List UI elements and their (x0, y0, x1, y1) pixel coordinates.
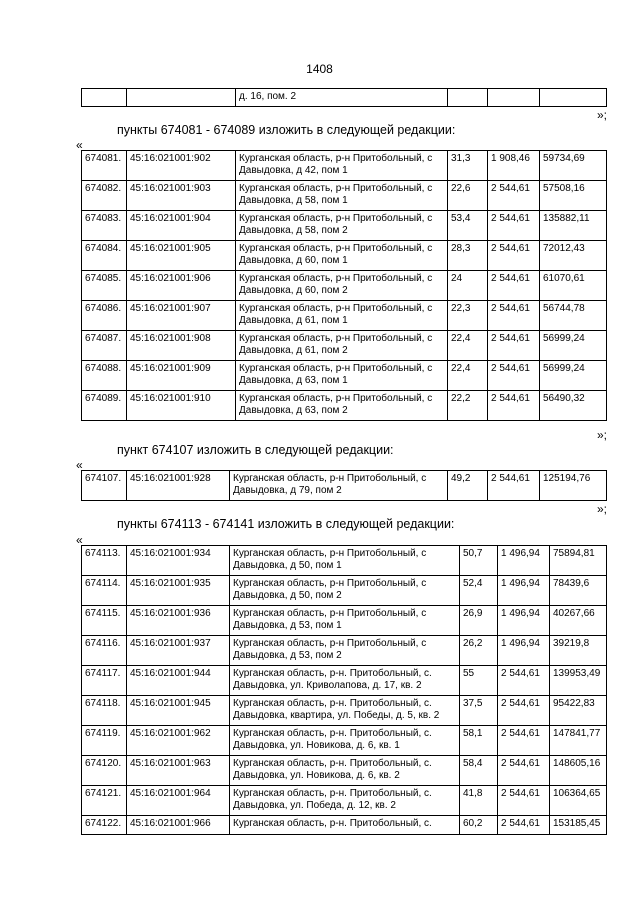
cadastral-number-cell: 45:16:021001:945 (127, 696, 230, 726)
row-number-cell: 674086. (82, 301, 127, 331)
cadastral-number-cell: 45:16:021001:910 (127, 391, 236, 421)
value-cell: 75894,81 (550, 546, 607, 576)
rate-cell: 2 544,61 (488, 271, 540, 301)
closing-mark: »; (596, 502, 607, 516)
table-row (82, 636, 607, 666)
table-row (82, 89, 607, 107)
section2-heading: пункт 674107 изложить в следующей редакции: (117, 443, 394, 457)
rate-cell: 2 544,61 (488, 181, 540, 211)
cadastral-number-cell: 45:16:021001:937 (127, 636, 230, 666)
table-row (82, 241, 607, 271)
address-cell: Курганская область, р-н Притобольный, с Давыдовка, д 61, пом 2 (236, 331, 448, 361)
table-row (82, 576, 607, 606)
address-cell: Курганская область, р-н Притобольный, с Давыдовка, д 79, пом 2 (230, 471, 448, 501)
row-number-cell: 674120. (82, 756, 127, 786)
cadastral-number-cell: 45:16:021001:944 (127, 666, 230, 696)
table-row (82, 301, 607, 331)
opening-quote: « (76, 458, 83, 472)
row-number-cell: 674087. (82, 331, 127, 361)
value-cell: 59734,69 (540, 151, 607, 181)
row-number-cell: 674081. (82, 151, 127, 181)
value-cell: 56490,32 (540, 391, 607, 421)
address-cell: Курганская область, р-н. Притобольный, с. Давыдовка, ул. Новикова, д. 6, кв. 1 (230, 726, 460, 756)
rate-cell: 2 544,61 (498, 756, 550, 786)
row-number-cell: 674114. (82, 576, 127, 606)
value-cell: 153185,45 (550, 816, 607, 835)
rate-cell: 2 544,61 (488, 211, 540, 241)
table-row (82, 361, 607, 391)
table-row (82, 726, 607, 756)
section2-table (81, 470, 607, 501)
table-row (82, 471, 607, 501)
value-cell: 61070,61 (540, 271, 607, 301)
rate-cell: 1 908,46 (488, 151, 540, 181)
address-cell: Курганская область, р-н Притобольный, с Давыдовка, д 63, пом 1 (236, 361, 448, 391)
area-cell: 58,1 (460, 726, 498, 756)
table-row (82, 666, 607, 696)
area-cell: 41,8 (460, 786, 498, 816)
address-cell: Курганская область, р-н Притобольный, с Давыдовка, д 58, пом 1 (236, 181, 448, 211)
page-number: 1408 (306, 62, 333, 76)
address-cell: Курганская область, р-н. Притобольный, с. Давыдовка, ул. Победа, д. 12, кв. 2 (230, 786, 460, 816)
address-cell: Курганская область, р-н Притобольный, с Давыдовка, д 61, пом 1 (236, 301, 448, 331)
area-cell: 26,2 (460, 636, 498, 666)
value-cell: 40267,66 (550, 606, 607, 636)
row-number-cell: 674113. (82, 546, 127, 576)
address-cell: Курганская область, р-н. Притобольный, с. Давыдовка, ул. Новикова, д. 6, кв. 2 (230, 756, 460, 786)
row-number-cell: 674089. (82, 391, 127, 421)
table-row (82, 606, 607, 636)
area-cell: 52,4 (460, 576, 498, 606)
table-row (82, 546, 607, 576)
row-number-cell: 674083. (82, 211, 127, 241)
area-cell: 24 (448, 271, 488, 301)
address-cell: Курганская область, р-н Притобольный, с Давыдовка, д 42, пом 1 (236, 151, 448, 181)
rate-cell: 1 496,94 (498, 636, 550, 666)
value-cell: 135882,11 (540, 211, 607, 241)
value-cell: 39219,8 (550, 636, 607, 666)
cadastral-number-cell: 45:16:021001:907 (127, 301, 236, 331)
area-cell: 50,7 (460, 546, 498, 576)
cadastral-number-cell: 45:16:021001:963 (127, 756, 230, 786)
area-cell: 22,4 (448, 331, 488, 361)
address-cell: Курганская область, р-н Притобольный, с Давыдовка, д 60, пом 2 (236, 271, 448, 301)
cadastral-number-cell: 45:16:021001:936 (127, 606, 230, 636)
address-cell: Курганская область, р-н Притобольный, с Давыдовка, д 60, пом 1 (236, 241, 448, 271)
row-number-cell: 674115. (82, 606, 127, 636)
rate-cell: 2 544,61 (488, 391, 540, 421)
cadastral-number-cell: 45:16:021001:966 (127, 816, 230, 835)
row-number-cell: 674118. (82, 696, 127, 726)
value-cell: 139953,49 (550, 666, 607, 696)
value-cell: 148605,16 (550, 756, 607, 786)
address-cell: Курганская область, р-н. Притобольный, с. (230, 816, 460, 835)
cadastral-number-cell: 45:16:021001:906 (127, 271, 236, 301)
row-number-cell: 674084. (82, 241, 127, 271)
address-cell: Курганская область, р-н Притобольный, с Давыдовка, д 63, пом 2 (236, 391, 448, 421)
area-cell: 60,2 (460, 816, 498, 835)
area-cell: 37,5 (460, 696, 498, 726)
address-cell: Курганская область, р-н Притобольный, с Давыдовка, д 50, пом 2 (230, 576, 460, 606)
row-number-cell: 674085. (82, 271, 127, 301)
table-row (82, 211, 607, 241)
value-cell: 56999,24 (540, 361, 607, 391)
row-number-cell: 674116. (82, 636, 127, 666)
cadastral-number-cell: 45:16:021001:964 (127, 786, 230, 816)
rate-cell: 2 544,61 (498, 726, 550, 756)
area-cell: 31,3 (448, 151, 488, 181)
row-number-cell: 674119. (82, 726, 127, 756)
rate-cell: 2 544,61 (488, 471, 540, 501)
opening-quote: « (76, 533, 83, 547)
row-number-cell: 674117. (82, 666, 127, 696)
cadastral-number-cell: 45:16:021001:909 (127, 361, 236, 391)
area-cell: 22,4 (448, 361, 488, 391)
rate-cell: 2 544,61 (488, 331, 540, 361)
cadastral-number-cell: 45:16:021001:935 (127, 576, 230, 606)
section3-heading: пункты 674113 - 674141 изложить в следующей редакции: (117, 517, 455, 531)
table-row (82, 271, 607, 301)
value-cell: 72012,43 (540, 241, 607, 271)
row-number-cell: 674082. (82, 181, 127, 211)
table-row (82, 786, 607, 816)
section3-table (81, 545, 607, 835)
section1-heading: пункты 674081 - 674089 изложить в следующей редакции: (117, 123, 456, 137)
rate-cell: 2 544,61 (488, 301, 540, 331)
cadastral-number-cell: 45:16:021001:928 (127, 471, 230, 501)
area-cell: 26,9 (460, 606, 498, 636)
value-cell: 57508,16 (540, 181, 607, 211)
value-cell: 147841,77 (550, 726, 607, 756)
rate-cell: 1 496,94 (498, 606, 550, 636)
rate-cell: 2 544,61 (498, 816, 550, 835)
table-row (82, 331, 607, 361)
section1-table (81, 150, 607, 421)
area-cell: 22,2 (448, 391, 488, 421)
address-cell: Курганская область, р-н. Притобольный, с. Давыдовка, квартира, ул. Победы, д. 5, кв. 2 (230, 696, 460, 726)
table-row (82, 816, 607, 835)
cadastral-number-cell: 45:16:021001:908 (127, 331, 236, 361)
row-number-cell: 674121. (82, 786, 127, 816)
cadastral-number-cell: 45:16:021001:962 (127, 726, 230, 756)
area-cell: 53,4 (448, 211, 488, 241)
rate-cell: 1 496,94 (498, 576, 550, 606)
table-row (82, 151, 607, 181)
area-cell: 55 (460, 666, 498, 696)
address-cell: Курганская область, р-н Притобольный, с Давыдовка, д 53, пом 2 (230, 636, 460, 666)
row-number-cell: 674107. (82, 471, 127, 501)
area-cell: 28,3 (448, 241, 488, 271)
rate-cell: 2 544,61 (488, 241, 540, 271)
table-row (82, 756, 607, 786)
rate-cell: 2 544,61 (498, 696, 550, 726)
value-cell: 95422,83 (550, 696, 607, 726)
value-cell: 78439,6 (550, 576, 607, 606)
address-cell: Курганская область, р-н Притобольный, с Давыдовка, д 58, пом 2 (236, 211, 448, 241)
address-cell: Курганская область, р-н Притобольный, с Давыдовка, д 50, пом 1 (230, 546, 460, 576)
value-cell: 56999,24 (540, 331, 607, 361)
rate-cell: 1 496,94 (498, 546, 550, 576)
cadastral-number-cell: 45:16:021001:905 (127, 241, 236, 271)
closing-mark: »; (596, 428, 607, 442)
table-row (82, 696, 607, 726)
cadastral-number-cell: 45:16:021001:903 (127, 181, 236, 211)
address-cell: Курганская область, р-н. Притобольный, с. Давыдовка, ул. Криволапова, д. 17, кв. 2 (230, 666, 460, 696)
rate-cell: 2 544,61 (488, 361, 540, 391)
fragment-address: д. 16, пом. 2 (236, 89, 448, 107)
cadastral-number-cell: 45:16:021001:904 (127, 211, 236, 241)
cadastral-number-cell: 45:16:021001:934 (127, 546, 230, 576)
table-row (82, 391, 607, 421)
opening-quote: « (76, 138, 83, 152)
value-cell: 125194,76 (540, 471, 607, 501)
row-number-cell: 674122. (82, 816, 127, 835)
area-cell: 58,4 (460, 756, 498, 786)
area-cell: 22,6 (448, 181, 488, 211)
rate-cell: 2 544,61 (498, 666, 550, 696)
row-number-cell: 674088. (82, 361, 127, 391)
top-fragment-table (81, 88, 607, 107)
rate-cell: 2 544,61 (498, 786, 550, 816)
area-cell: 49,2 (448, 471, 488, 501)
cadastral-number-cell: 45:16:021001:902 (127, 151, 236, 181)
area-cell: 22,3 (448, 301, 488, 331)
table-row (82, 181, 607, 211)
value-cell: 56744,78 (540, 301, 607, 331)
closing-mark: »; (596, 108, 607, 122)
value-cell: 106364,65 (550, 786, 607, 816)
address-cell: Курганская область, р-н Притобольный, с Давыдовка, д 53, пом 1 (230, 606, 460, 636)
